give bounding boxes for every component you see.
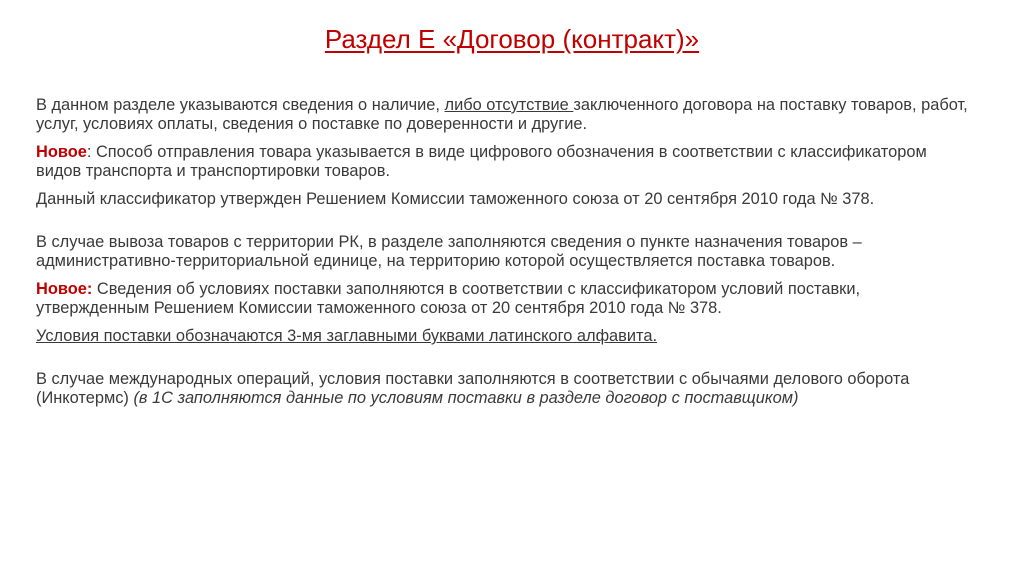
paragraph-section-info-start: В данном разделе указываются сведения о наличие,: [36, 96, 445, 114]
new-label: Новое:: [36, 280, 93, 298]
paragraph-export-destination: [36, 233, 976, 271]
underlined-phrase-absence: либо отсутствие: [444, 96, 574, 114]
paragraph-latin-letters: [36, 327, 976, 346]
paragraph-export-destination-text: В случае вывоза товаров с территории РК, в разделе заполняются сведения о пункте назначения товаров – административно-территориальной единице, на территорию которой осуществляется поставка товаров.: [36, 233, 862, 270]
paragraph-shipment-method-text: : Способ отправления товара указывается в виде цифрового обозначения в соответствии с классификатором видов транспорта и транспортировки товаров.: [36, 143, 927, 180]
paragraph-section-info: [36, 96, 976, 134]
paragraph-classifier-approval: [36, 190, 976, 209]
paragraph-latin-letters-text: Условия поставки обозначаются 3-мя заглавными буквами латинского алфавита.: [36, 327, 658, 345]
paragraph-incoterms: [36, 370, 976, 408]
paragraph-incoterms-note: (в 1С заполняются данные по условиям поставки в разделе договор с поставщиком): [133, 389, 799, 407]
new-label: Новое: [36, 143, 87, 161]
slide-title: Раздел Е «Договор (контракт)»: [324, 24, 700, 54]
paragraph-incoterms-text: В случае международных операций, условия поставки заполняются в соответствии с обычаями делового оборота (Инкотермс): [36, 370, 910, 407]
slide-body: [36, 96, 976, 417]
paragraph-classifier-approval-text: Данный классификатор утвержден Решением Комиссии таможенного союза от 20 сентября 2010 года № 378.: [36, 190, 875, 208]
paragraph-section-info-end: заключенного договора на поставку товаров, работ, услуг, условиях оплаты, сведения о поставке по доверенности и другие.: [36, 96, 968, 133]
paragraph-delivery-terms-text: Сведения об условиях поставки заполняются в соответствии с классификатором условий поставки, утвержденным Решением Комиссии таможенного союза от 20 сентября 2010 года № 378.: [36, 280, 861, 317]
paragraph-delivery-terms: [36, 280, 976, 318]
paragraph-shipment-method: [36, 143, 976, 181]
